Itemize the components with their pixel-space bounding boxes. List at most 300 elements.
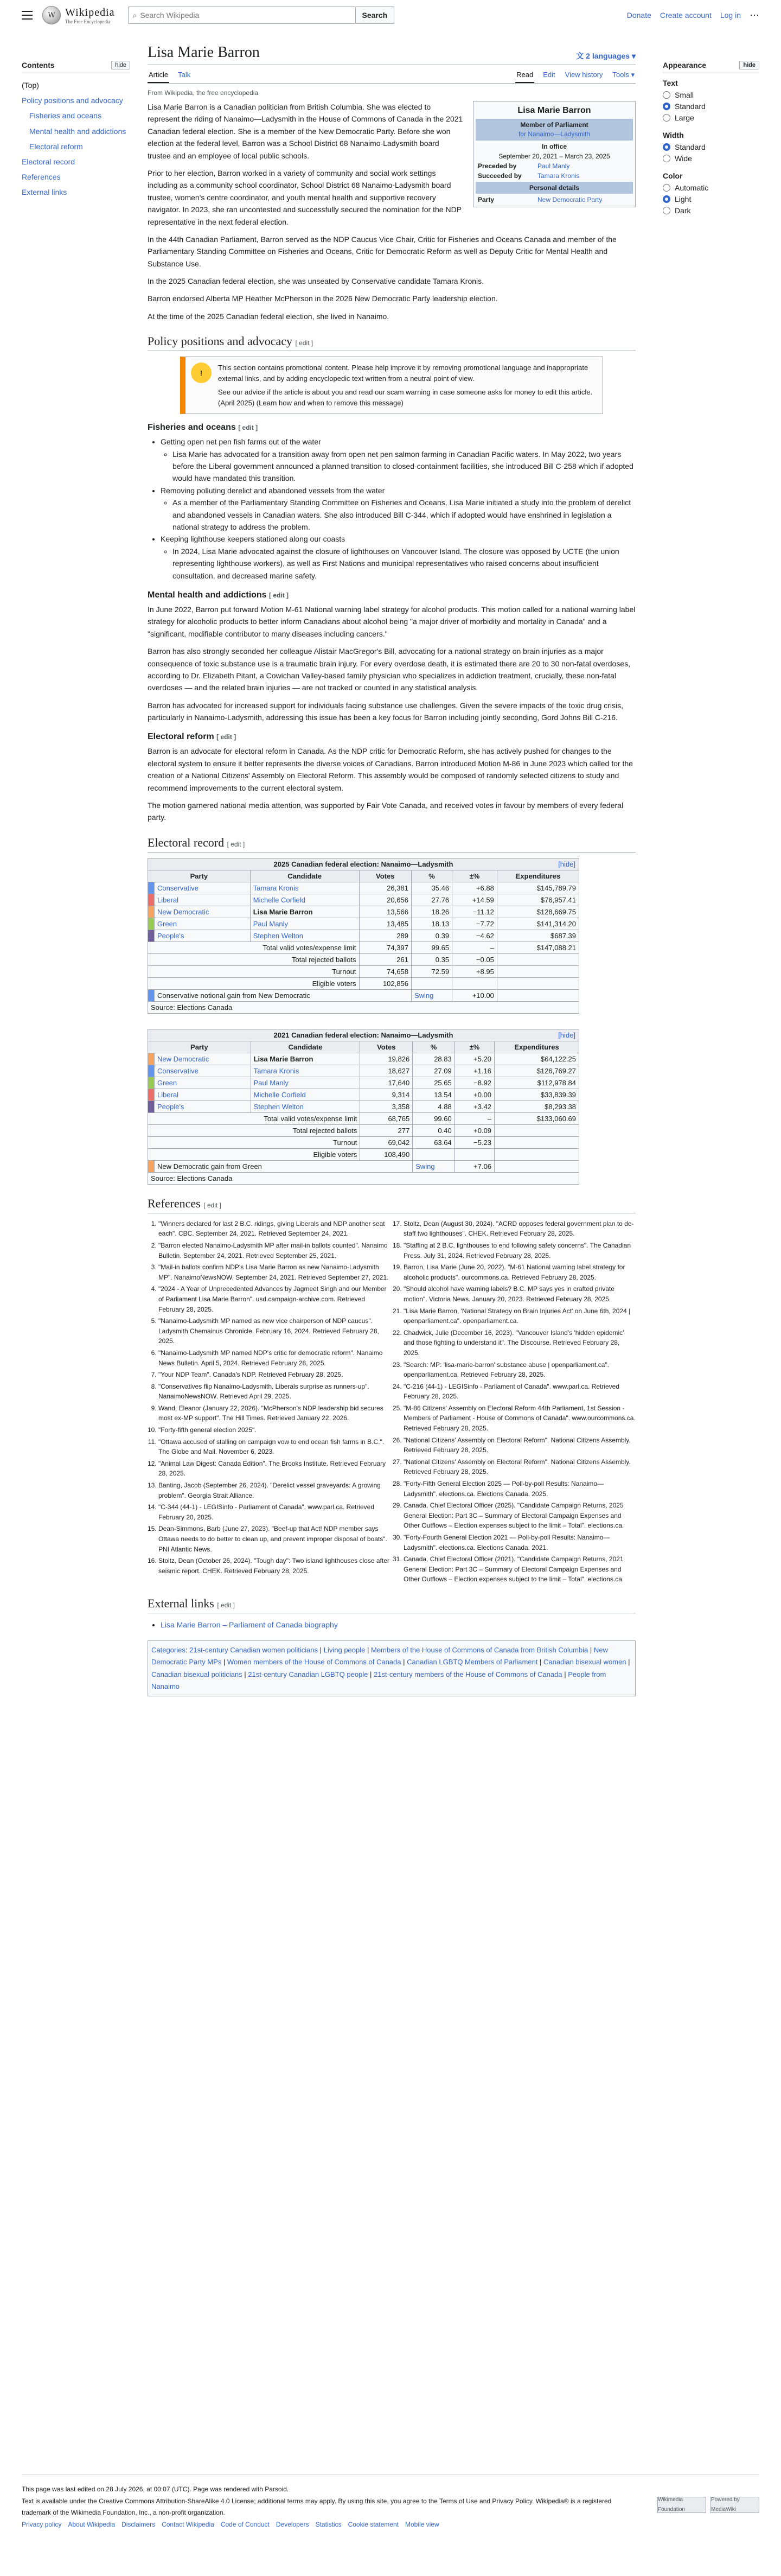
mental-paragraph-3: Barron has advocated for increased support for individuals facing substance use challenges. Given the severe impacts of the toxic drug crisis, particularly in Nanaimo-Ladysmith, addressing this issue has been a key focus for Barron including jointly seconding, Gord Johns Bill C-216. — [148, 701, 624, 722]
reference-item: 1. "Winners declared for last 2 B.C. ridings, giving Liberals and NDP another seat each". CBC. September 24, 2021. Retrieved September 24, 2021. — [158, 1219, 390, 1239]
mental-health-heading: Mental health and addictions [ edit ] — [148, 590, 289, 600]
preceded-link[interactable]: Paul Manly — [537, 162, 570, 170]
footer-link[interactable]: Privacy policy — [22, 2520, 62, 2528]
chg-cell — [452, 977, 497, 989]
reference-item: 29. Canada, Chief Electoral Officer (2025). "Candidate Campaign Returns, 2025 General Election: Part 3C – Summary of Electoral Campaign Expenses and Other Outflows – Election expenses subject to the limit – Total". elections.ca. — [404, 1500, 636, 1531]
chg-cell: +3.42 — [454, 1101, 494, 1112]
candidate-cell[interactable]: Tamara Kronis — [251, 1065, 360, 1077]
exp-cell — [495, 1136, 579, 1148]
reference-item: 23. "Search: MP: 'lisa-marie-barron' substance abuse | openparliament.ca". openparliament.ca. Retrieved February 28, 2025. — [404, 1360, 636, 1380]
toc-item[interactable]: Mental health and addictions — [29, 126, 126, 136]
column-header: Candidate — [251, 1041, 360, 1053]
exp-cell: $126,769.27 — [495, 1065, 579, 1077]
totals-row — [148, 1136, 579, 1148]
party-color-swatch — [148, 1065, 155, 1077]
categories-box: Categories: 21st-century Canadian women politicians | Living people | Members of the House of Commons of Canada from British Columbia | New Democratic Party MPs | Women members of the House of Commons of Canada | Canadian LGBTQ Members of Parliament | Canadian bisexual women | Canadian bisexual politicians | 21st-century Canadian LGBTQ people | 21st-century members of the House of Commons of Canada | People from Nanaimo — [148, 1640, 636, 1696]
candidate-cell[interactable]: Paul Manly — [251, 1077, 360, 1089]
caption-text: 2025 Canadian federal election: Nanaimo—Ladysmith — [273, 860, 453, 868]
search-button[interactable]: Search — [356, 7, 395, 24]
column-header: Votes — [359, 870, 411, 882]
radio-icon — [663, 103, 670, 110]
votes-cell: 74,397 — [359, 942, 411, 953]
infobox-name: Lisa Marie Barron — [517, 106, 591, 115]
width-option[interactable] — [663, 143, 759, 151]
toc-item[interactable]: Fisheries and oceans — [29, 111, 102, 120]
radio-label: Small — [675, 91, 694, 99]
table-row — [148, 1065, 579, 1077]
footer-link[interactable]: Code of Conduct — [220, 2520, 270, 2528]
notice-text-2: See our advice if the article is about you and read our scam warning in case someone asks for money to edit this article. (April 2025) (Learn how and when to remove this message) — [218, 388, 593, 407]
column-header: ±% — [452, 870, 497, 882]
votes-cell: 17,640 — [360, 1077, 413, 1089]
category-link[interactable]: Women members of the House of Commons of Canada — [227, 1658, 401, 1667]
last-edited: This page was last edited on 28 July 2026, at 00:07 (UTC). Page was rendered with Parsoid. — [22, 2485, 289, 2493]
toc-item[interactable]: References — [22, 173, 61, 182]
list-item: ◦ In 2024, Lisa Marie advocated against the closure of lighthouses on Vancouver Island. The closure was opposed by UCTE (the union representing lighthouse workers), as well as First Nations and municipal representatives who raised concerns about insufficient consultation, and decreased marine safety. — [172, 545, 636, 582]
globe-icon: W — [42, 6, 61, 24]
party-color-swatch — [148, 894, 155, 906]
exp-cell: $133,060.69 — [495, 1112, 579, 1124]
exp-cell: $64,122.25 — [495, 1053, 579, 1065]
electoral-reform-heading: Electoral reform [ edit ] — [148, 732, 236, 742]
create-account-link[interactable]: Create account — [660, 11, 712, 20]
electoral-record-heading: Electoral record [ edit ] — [148, 836, 636, 853]
table-row — [148, 930, 579, 942]
reference-item: 19. Barron, Lisa Marie (June 20, 2022). "M-61 National warning label strategy for alcoholic products". ourcommons.ca. Retrieved February 28, 2025. — [404, 1262, 636, 1282]
reference-item: 26. "National Citizens' Assembly on Electoral Reform". National Citizens Assembly. Retrieved February 28, 2025. — [404, 1435, 636, 1455]
swing-value: +7.06 — [454, 1160, 494, 1172]
pct-cell: 27.09 — [413, 1065, 455, 1077]
party-cell[interactable]: People's — [155, 1101, 251, 1112]
party-link[interactable]: New Democratic Party — [537, 196, 603, 204]
appearance-title: Appearance — [663, 61, 707, 69]
appearance-hide-button[interactable]: hide — [739, 61, 759, 69]
votes-cell: 13,566 — [359, 906, 411, 918]
chg-cell: +14.59 — [452, 894, 497, 906]
category-link[interactable]: Canadian bisexual politicians — [151, 1670, 242, 1678]
election-table-t2025 — [148, 858, 579, 1014]
categories-label[interactable]: Categories — [151, 1646, 185, 1655]
edit-link[interactable]: [ edit ] — [238, 424, 258, 432]
wikimedia-badge[interactable]: Wikimedia Foundation — [657, 2497, 706, 2513]
toc-item[interactable]: (Top) — [22, 81, 39, 90]
exp-cell: $33,839.39 — [495, 1089, 579, 1101]
exp-cell: $145,789.79 — [497, 882, 579, 894]
totals-label: Turnout — [148, 965, 360, 977]
reference-item: 14. "C-344 (44-1) - LEGISinfo - Parliament of Canada". www.parl.ca. Retrieved February 20, 2025. — [158, 1502, 390, 1522]
category-link[interactable]: 21st-century members of the House of Commons of Canada — [374, 1670, 562, 1678]
reference-item: 27. "National Citizens' Assembly on Electoral Reform". National Citizens Assembly. Retrieved February 28, 2025. — [404, 1457, 636, 1477]
candidate-cell[interactable]: Stephen Welton — [251, 1101, 360, 1112]
party-cell[interactable]: New Democratic — [155, 1053, 251, 1065]
exp-cell — [497, 953, 579, 965]
table-row — [148, 882, 579, 894]
toc-title: Contents — [22, 61, 55, 69]
intro-paragraph-6: At the time of the 2025 Canadian federal election, she lived in Nanaimo. — [148, 311, 389, 321]
footer-link[interactable]: Statistics — [315, 2520, 342, 2528]
tab-article[interactable]: Article — [148, 67, 169, 83]
chg-cell: −7.72 — [452, 918, 497, 930]
votes-cell: 289 — [359, 930, 411, 942]
exp-cell — [497, 977, 579, 989]
totals-label: Turnout — [148, 1136, 360, 1148]
edit-link[interactable]: [ edit ] — [216, 733, 236, 741]
party-cell[interactable]: New Democratic — [155, 906, 251, 918]
infobox-role: Member of Parliament for Nanaimo—Ladysmith — [476, 119, 633, 141]
pct-cell: 13.54 — [413, 1089, 455, 1101]
category-link[interactable]: Canadian LGBTQ Members of Parliament — [407, 1658, 538, 1667]
toc-item[interactable]: Policy positions and advocacy — [22, 96, 123, 105]
toc-hide-button[interactable]: hide — [111, 61, 130, 69]
logo-wordmark: Wikipedia — [65, 6, 115, 18]
candidate-cell[interactable]: Lisa Marie Barron — [251, 1053, 360, 1065]
radio-icon — [663, 155, 670, 162]
text-size-option[interactable] — [663, 113, 759, 122]
exp-cell: $147,088.21 — [497, 942, 579, 953]
chg-cell: −5.23 — [454, 1136, 494, 1148]
reference-item: 21. "Lisa Marie Barron, 'National Strategy on Brain Injuries Act' on June 6th, 2024 | openparliament.ca". openparliament.ca. — [404, 1306, 636, 1326]
chg-cell: −4.62 — [452, 930, 497, 942]
exp-cell: $687.39 — [497, 930, 579, 942]
intro-paragraph-3: In the 44th Canadian Parliament, Barron served as the NDP Caucus Vice Chair, Critic for Fisheries and Oceans Canada and member of the Parliamentary Standing Committee on Fisheries and Oceans, Critic for Democratic Reform as well as Deputy Critic for Mental Health and Substance Use. — [148, 234, 617, 268]
table-caption — [148, 1029, 579, 1041]
chg-cell: +5.20 — [454, 1053, 494, 1065]
votes-cell: 69,042 — [360, 1136, 413, 1148]
personal-details-band: Personal details — [476, 182, 633, 194]
width-option[interactable] — [663, 154, 759, 163]
reference-item: 30. "Forty-Fourth General Election 2021 — Poll-by-poll Results: Nanaimo—Ladysmith". elections.ca. Elections Canada. 2021. — [404, 1532, 636, 1553]
table-row — [148, 1077, 579, 1089]
table-hide-link[interactable]: [hide] — [558, 860, 575, 868]
pct-cell: 18.13 — [411, 918, 452, 930]
promotional-notice — [180, 357, 603, 414]
footer-link[interactable]: Cookie statement — [348, 2520, 399, 2528]
tab-edit[interactable]: Edit — [543, 71, 555, 79]
site-header — [0, 0, 781, 30]
list-item: • Removing polluting derelict and abandoned vessels from the water — [161, 485, 636, 497]
from-line: From Wikipedia, the free encyclopedia — [148, 89, 259, 97]
pct-cell — [413, 1148, 455, 1160]
votes-cell: 108,490 — [360, 1148, 413, 1160]
votes-cell: 13,485 — [359, 918, 411, 930]
candidate-cell[interactable]: Stephen Welton — [250, 930, 359, 942]
votes-cell: 277 — [360, 1124, 413, 1136]
gain-row — [148, 1160, 579, 1172]
reference-item: 13. Banting, Jacob (September 26, 2024). "Derelict vessel graveyards: A growing problem". Georgia Strait Alliance. — [158, 1480, 390, 1500]
party-cell[interactable]: Conservative — [155, 882, 251, 894]
category-link[interactable]: 21st-century Canadian LGBTQ people — [248, 1670, 368, 1678]
mental-paragraph-2: Barron has also strongly seconded her colleague Alistair MacGregor's Bill, advocating for a national strategy on brain injuries as a major consequence of toxic substance use is a traumatic brain injury. For every overdose death, it is estimated there are 20 to 30 non-fatal overdoses, according to Dr. Elizabeth Pitant, a Cowichan Valley-based family physician who specializes in addiction treatment, crucially, these non-fatal overdoses — and the related brain injuries — are not tracked or counted in any statistical analysis. — [148, 647, 630, 692]
donate-link[interactable]: Donate — [626, 11, 651, 20]
exp-cell — [495, 1124, 579, 1136]
footer-link[interactable]: Contact Wikipedia — [162, 2520, 214, 2528]
text-size-label: Text — [663, 79, 678, 87]
color-option[interactable] — [663, 195, 759, 203]
fisheries-heading: Fisheries and oceans [ edit ] — [148, 423, 258, 432]
radio-icon — [663, 143, 670, 151]
radio-label: Light — [675, 195, 692, 203]
tab-history[interactable]: View history — [565, 71, 603, 79]
source-cell: Source: Elections Canada — [148, 1001, 579, 1013]
edit-link[interactable]: [ edit ] — [269, 591, 289, 599]
column-header: Expenditures — [497, 870, 579, 882]
table-caption — [148, 858, 579, 870]
votes-cell: 102,856 — [359, 977, 411, 989]
radio-icon — [663, 195, 670, 203]
candidate-cell[interactable]: Michelle Corfield — [250, 894, 359, 906]
list-item: • Keeping lighthouse keepers stationed along our coasts — [161, 533, 636, 545]
electoral-paragraph-2: The motion garnered national media attention, was supported by Fair Vote Canada, and received votes in favour by members of every federal party. — [148, 801, 624, 822]
reference-item: 31. Canada, Chief Electoral Officer (2021). "Candidate Campaign Returns, 2021 General Election: Part 3C – Summary of Electoral Campaign Expenses and Other Outflows – Election expenses subject to the limit – Total". elections.ca. — [404, 1554, 636, 1585]
radio-label: Wide — [675, 154, 692, 163]
totals-label: Total valid votes/expense limit — [148, 942, 360, 953]
pct-cell: 4.88 — [413, 1101, 455, 1112]
mental-paragraph-1: In June 2022, Barron put forward Motion M-61 National warning label strategy for alcohol products. This motion called for a national warning label strategy for alcoholic products to better inform Canadians about alcohol being "a major driver of morbidity and mortality in Canada" and a "significant, modifiable contributor to many diseases including cancers." — [148, 605, 636, 638]
toc-item[interactable]: Electoral reform — [29, 142, 83, 151]
pct-cell: 0.39 — [411, 930, 452, 942]
reference-item: 25. "M-86 Citizens' Assembly on Electoral Reform 44th Parliament, 1st Session - Members of Parliament - House of Commons of Canada". www.ourcommons.ca. Retrieved February 28, 2025. — [404, 1403, 636, 1434]
category-link[interactable]: 21st-century Canadian women politicians — [189, 1646, 318, 1655]
toc-item[interactable]: Electoral record — [22, 157, 75, 166]
external-links-heading: External links [ edit ] — [148, 1597, 636, 1613]
text-size-option[interactable] — [663, 91, 759, 99]
warning-icon: ! — [191, 362, 212, 383]
candidate-cell[interactable]: Tamara Kronis — [250, 882, 359, 894]
party-color-swatch — [148, 1160, 155, 1172]
toc-item[interactable]: External links — [22, 188, 67, 197]
totals-row — [148, 965, 579, 977]
reference-item: 3. "Mail-in ballots confirm NDP's Lisa Marie Barron as new Nanaimo-Ladysmith MP". NanaimoNewsNOW. September 24, 2021. Retrieved September 27, 2021. — [158, 1262, 390, 1282]
category-link[interactable]: Living people — [323, 1646, 366, 1655]
search-icon: ⌕ — [132, 10, 137, 20]
succeeded-label: Succeeded by — [478, 171, 522, 180]
table-hide-link[interactable]: [hide] — [558, 1031, 575, 1039]
totals-row — [148, 1148, 579, 1160]
color-option[interactable] — [663, 183, 759, 192]
width-label: Width — [663, 131, 684, 139]
appearance-panel — [663, 61, 759, 224]
radio-label: Large — [675, 113, 694, 122]
votes-cell: 18,627 — [360, 1065, 413, 1077]
radio-icon — [663, 184, 670, 192]
reference-item: 6. "Nanaimo-Ladysmith MP named NDP's critic for democratic reform". Nanaimo News Bulletin. April 5, 2024. Retrieved February 28, 2025. — [158, 1348, 390, 1368]
totals-row — [148, 1124, 579, 1136]
category-link[interactable]: New Democratic Party MPs — [151, 1646, 608, 1667]
license-text: Text is available under the Creative Commons Attribution-ShareAlike 4.0 License; additional terms may apply. By using this site, you agree to the Terms of Use and Privacy Policy. Wikipedia® is a registered trademark of the Wikimedia Foundation, Inc., a non-profit organization. — [22, 2497, 612, 2517]
search-form — [128, 7, 395, 24]
pct-cell: 25.65 — [413, 1077, 455, 1089]
candidate-cell[interactable]: Paul Manly — [250, 918, 359, 930]
party-cell[interactable]: Green — [155, 918, 251, 930]
party-color-swatch — [148, 906, 155, 918]
column-header: % — [413, 1041, 455, 1053]
login-link[interactable]: Log in — [720, 11, 741, 20]
main-content — [148, 38, 636, 1706]
party-label: Party — [478, 196, 495, 204]
party-color-swatch — [148, 989, 155, 1001]
exp-cell — [497, 965, 579, 977]
exp-cell: $8,293.38 — [495, 1101, 579, 1112]
reference-item: 7. "Your NDP Team". Canada's NDP. Retrieved February 28, 2025. — [158, 1370, 390, 1380]
category-link[interactable]: Canadian bisexual women — [543, 1658, 626, 1667]
edit-link[interactable]: [ edit ] — [203, 1201, 221, 1209]
reference-item: 4. "2024 - A Year of Unprecedented Advances by Jagmeet Singh and our Member of Parliament Lisa Marie Barron". usd.campaign-archive.com. Retrieved February 28, 2025. — [158, 1284, 390, 1314]
pct-cell: 35.46 — [411, 882, 452, 894]
office-label: In office — [541, 142, 567, 150]
pct-cell — [411, 977, 452, 989]
category-link[interactable]: People from Nanaimo — [151, 1670, 606, 1690]
notice-text-1: This section contains promotional content. Please help improve it by removing promotional language and inappropriate external links, and by adding encyclopedic text written from a neutral point of view. — [218, 364, 588, 383]
more-options-icon[interactable]: ⋯ — [750, 9, 759, 21]
page-footer — [22, 2475, 759, 2530]
reference-item: 2. "Barron elected Nanaimo-Ladysmith MP after mail-in ballots counted". Nanaimo Bulletin. September 24, 2021. Retrieved September 25, 2021. — [158, 1241, 390, 1261]
reference-item: 5. "Nanaimo-Ladysmith MP named as new vice chairperson of NDP caucus". Ladysmith Chemainus Chronicle. February 16, 2024. Retrieved February 28, 2025. — [158, 1316, 390, 1346]
totals-label: Eligible voters — [148, 977, 360, 989]
table-row — [148, 906, 579, 918]
tab-tools[interactable]: Tools ▾ — [612, 71, 635, 79]
votes-cell: 261 — [359, 953, 411, 965]
list-item: • Getting open net pen fish farms out of the water — [161, 436, 636, 448]
chg-cell: −8.92 — [454, 1077, 494, 1089]
column-header: Votes — [360, 1041, 413, 1053]
pct-cell: 18.26 — [411, 906, 452, 918]
pct-cell: 0.35 — [411, 953, 452, 965]
totals-label: Total rejected ballots — [148, 953, 360, 965]
chg-cell: – — [452, 942, 497, 953]
party-color-swatch — [148, 930, 155, 942]
table-row — [148, 1101, 579, 1112]
chg-cell: −0.05 — [452, 953, 497, 965]
exp-cell — [495, 1148, 579, 1160]
intro-paragraph-2: Prior to her election, Barron worked in a variety of community and social work settings including as a community school coordinator, School District 68 Nanaimo-Ladysmith board trustee, women's centre coordinator, and youth mental health and supportive recovery navigator. In 2023, she ran uncontested and successfully secured the nomination for the NDP representative in the next federal election. — [148, 168, 462, 226]
candidate-cell[interactable]: Michelle Corfield — [251, 1089, 360, 1101]
totals-label: Total rejected ballots — [148, 1124, 360, 1136]
edit-link[interactable]: [ edit ] — [217, 1601, 235, 1609]
column-header: Expenditures — [495, 1041, 579, 1053]
totals-row — [148, 953, 579, 965]
chg-cell: – — [454, 1112, 494, 1124]
reference-item: 9. Wand, Eleanor (January 22, 2026). "McPherson's NDP leadership bid secures most ex-MP support". The Hill Times. Retrieved January 22, 2026. — [158, 1403, 390, 1423]
category-link[interactable]: Members of the House of Commons of Canada from British Columbia — [370, 1646, 588, 1655]
party-cell[interactable]: Conservative — [155, 1065, 251, 1077]
totals-label: Eligible voters — [148, 1148, 360, 1160]
column-header: Party — [148, 1041, 251, 1053]
caption-text: 2021 Canadian federal election: Nanaimo—Ladysmith — [273, 1031, 453, 1039]
search-box — [128, 7, 356, 24]
language-button[interactable]: 文 2 languages ▾ — [576, 52, 636, 60]
party-cell[interactable]: Liberal — [155, 1089, 251, 1101]
electoral-paragraph-1: Barron is an advocate for electoral reform in Canada. As the NDP critic for Democratic Reform, she has actively pushed for changes to the electoral system to ensure it better represents the diverse voices of Canadians. Barron introduced Motion M-86 in June 2023 which called for the creation of a National Citizens' Assembly on Electoral Reform. This assembly would be composed of randomly selected citizens to study and recommend improvements to the current electoral system. — [148, 747, 633, 792]
footer-link[interactable]: Disclaimers — [121, 2520, 156, 2528]
column-header: Candidate — [250, 870, 359, 882]
footer-link[interactable]: About Wikipedia — [68, 2520, 116, 2528]
edit-link[interactable]: [ edit ] — [227, 840, 245, 848]
votes-cell: 19,826 — [360, 1053, 413, 1065]
footer-link[interactable]: Developers — [276, 2520, 309, 2528]
radio-icon — [663, 91, 670, 99]
color-option[interactable] — [663, 206, 759, 215]
radio-label: Standard — [675, 143, 706, 151]
column-header: Party — [148, 870, 251, 882]
totals-label: Total valid votes/expense limit — [148, 1112, 360, 1124]
reference-item: 24. "C-216 (44-1) - LEGISinfo - Parliament of Canada". www.parl.ca. Retrieved February 28, 2025. — [404, 1382, 636, 1402]
search-input[interactable] — [140, 11, 350, 20]
edit-link[interactable]: [ edit ] — [295, 339, 313, 347]
votes-cell: 68,765 — [360, 1112, 413, 1124]
footer-link[interactable]: Mobile view — [405, 2520, 439, 2528]
references-list — [158, 1219, 636, 1585]
votes-cell: 3,358 — [360, 1101, 413, 1112]
infobox — [473, 101, 636, 207]
table-row — [148, 1053, 579, 1065]
party-cell[interactable]: People's — [155, 930, 251, 942]
chg-cell: +0.00 — [454, 1089, 494, 1101]
tab-talk[interactable]: Talk — [178, 71, 191, 79]
party-cell[interactable]: Liberal — [155, 894, 251, 906]
reference-item: 16. Stoltz, Dean (October 26, 2024). "Tough day": Two island lighthouses close after seismic report. CHEK. Retrieved February 28, 2025. — [158, 1556, 390, 1576]
pct-cell: 72.59 — [411, 965, 452, 977]
swing-link[interactable]: Swing — [413, 1160, 455, 1172]
candidate-cell[interactable]: Lisa Marie Barron — [250, 906, 359, 918]
reference-item: 11. "Ottawa accused of stalling on campaign vow to end ocean fish farms in B.C.". The Globe and Mail. November 6, 2023. — [158, 1437, 390, 1457]
exp-cell: $141,314.20 — [497, 918, 579, 930]
succeeded-link[interactable]: Tamara Kronis — [537, 171, 580, 180]
policy-heading: Policy positions and advocacy [ edit ] — [148, 334, 636, 351]
main-menu-icon[interactable] — [22, 11, 33, 20]
radio-label: Standard — [675, 102, 706, 111]
party-color-swatch — [148, 918, 155, 930]
reference-item: 18. "Staffing at 2 B.C. lighthouses to end following safety concerns". The Canadian Press. July 31, 2024. Retrieved February 28, 2025. — [404, 1241, 636, 1261]
pct-cell: 0.40 — [413, 1124, 455, 1136]
references-heading: References [ edit ] — [148, 1197, 636, 1213]
chg-cell: +8.95 — [452, 965, 497, 977]
intro-paragraph-5: Barron endorsed Alberta MP Heather McPherson in the 2026 New Democratic Party leadership election. — [148, 294, 498, 303]
radio-label: Automatic — [675, 183, 709, 192]
reference-item: 17. Stoltz, Dean (August 30, 2024). "ACRD opposes federal government plan to de-staff two lighthouses". CHEK. Retrieved February 28, 2025. — [404, 1219, 636, 1239]
reference-item: 10. "Forty-fifth general election 2025". — [158, 1425, 390, 1435]
chg-cell — [454, 1148, 494, 1160]
external-link[interactable]: Lisa Marie Barron – Parliament of Canada biography — [161, 1620, 338, 1629]
gain-row — [148, 989, 579, 1001]
exp-cell: $112,978.84 — [495, 1077, 579, 1089]
totals-row — [148, 942, 579, 953]
tab-read[interactable]: Read — [515, 67, 534, 83]
mediawiki-badge[interactable]: Powered by MediaWiki — [710, 2497, 759, 2513]
column-header: % — [411, 870, 452, 882]
election-table-t2021 — [148, 1029, 579, 1185]
totals-row — [148, 977, 579, 989]
wikipedia-logo[interactable] — [42, 6, 115, 24]
reference-item: 12. "Animal Law Digest: Canada Edition". The Brooks Institute. Retrieved February 28, 2025. — [158, 1459, 390, 1479]
chg-cell: −11.12 — [452, 906, 497, 918]
swing-link[interactable]: Swing — [411, 989, 452, 1001]
exp-cell: $128,669.75 — [497, 906, 579, 918]
column-header: ±% — [454, 1041, 494, 1053]
chg-cell: +6.88 — [452, 882, 497, 894]
gain-text: Conservative notional gain from New Democratic — [155, 989, 412, 1001]
radio-icon — [663, 207, 670, 214]
riding-link[interactable]: for Nanaimo—Ladysmith — [518, 130, 591, 138]
party-cell[interactable]: Green — [155, 1077, 251, 1089]
votes-cell: 20,656 — [359, 894, 411, 906]
votes-cell: 9,314 — [360, 1089, 413, 1101]
reference-item: 15. Dean-Simmons, Barb (June 27, 2023). "Beef-up that Act! NDP member says Ottawa needs to do better to clean up, and prevent improper disposal of boats". PNI Atlantic News. — [158, 1524, 390, 1554]
pct-cell: 28.83 — [413, 1053, 455, 1065]
text-size-option[interactable] — [663, 102, 759, 111]
totals-row — [148, 1112, 579, 1124]
party-color-swatch — [148, 1077, 155, 1089]
exp-cell: $76,957.41 — [497, 894, 579, 906]
